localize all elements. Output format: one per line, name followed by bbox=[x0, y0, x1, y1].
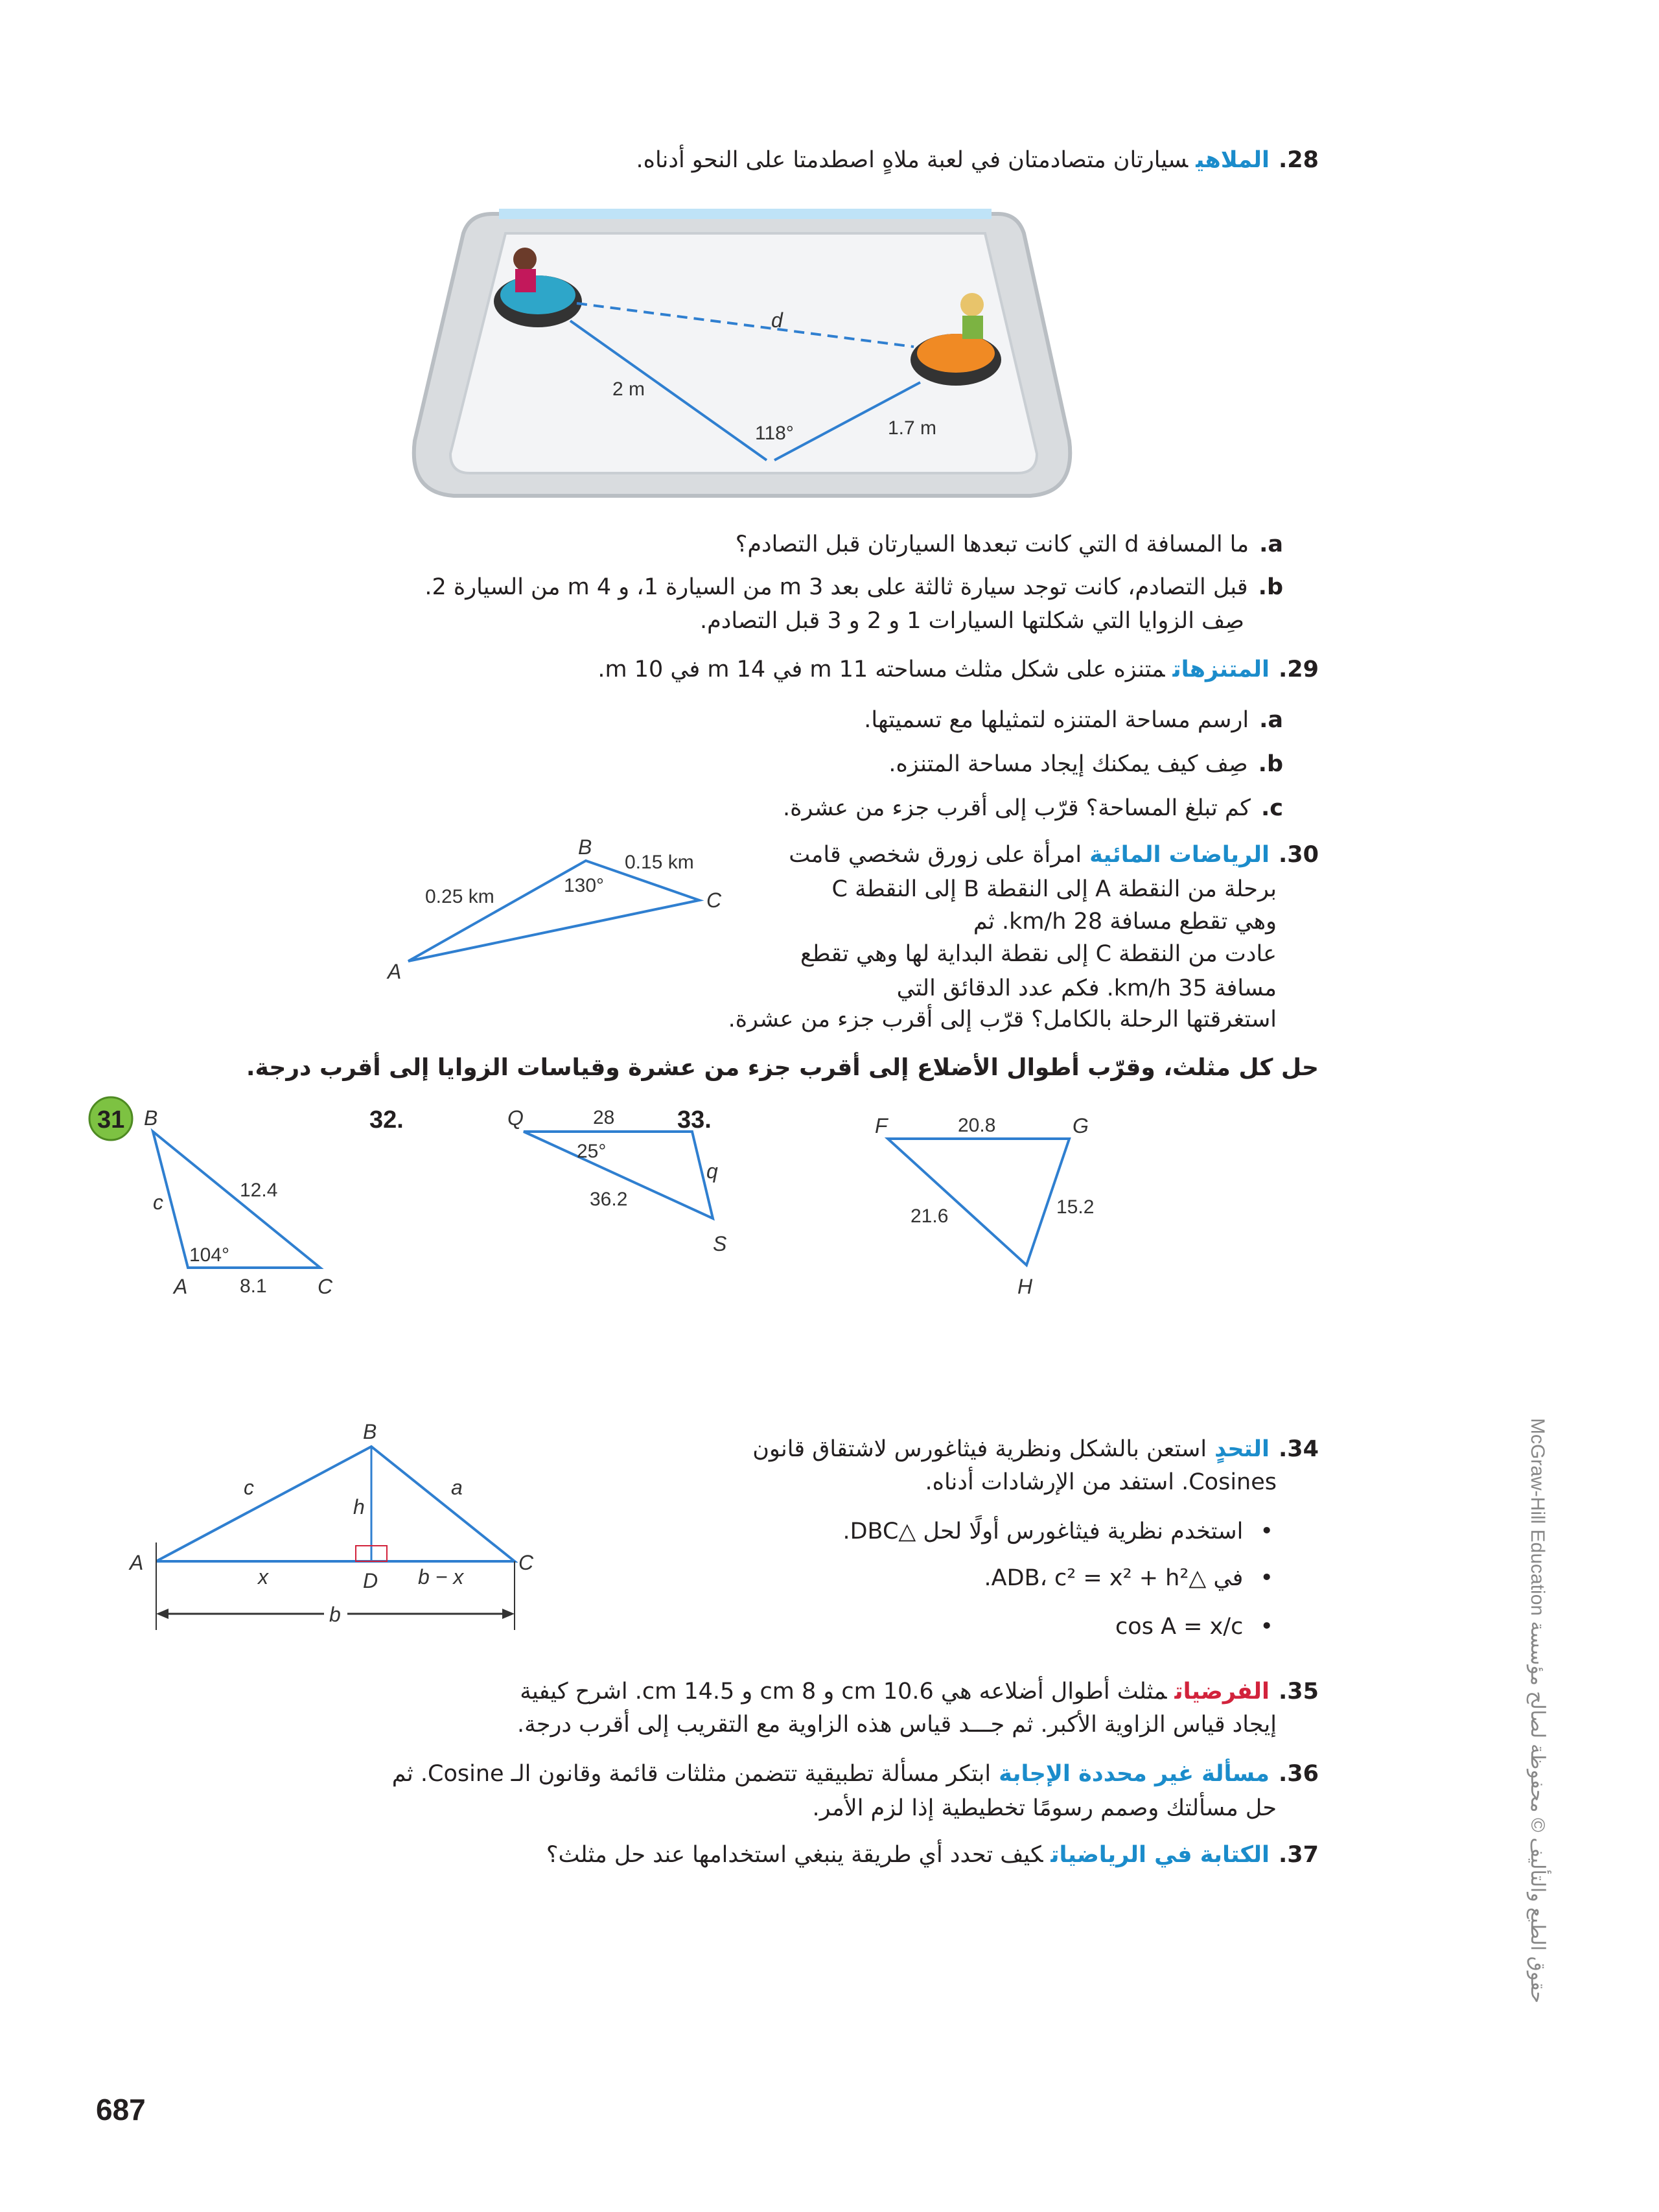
problem-31-figure bbox=[89, 1097, 333, 1298]
side-FH: 21.6 bbox=[911, 1205, 949, 1227]
angle-B: 130° bbox=[564, 875, 605, 896]
problem-28b-line2: صِف الزوايا التي شكلتها السيارات 1 و 2 و 3 قبل التصادم. bbox=[699, 608, 1244, 634]
problem-29c: c.كم تبلغ المساحة؟ قرّب إلى أقرب جزء من عشرة. bbox=[783, 795, 1283, 821]
label-d: d bbox=[771, 309, 783, 332]
angle-Q: 25° bbox=[577, 1141, 607, 1162]
side-QS: 36.2 bbox=[590, 1189, 628, 1210]
problem-30-line: برحلة من النقطة A إلى النقطة B إلى النقطة C bbox=[831, 876, 1277, 902]
label-b: b bbox=[329, 1603, 341, 1626]
problem-35-line2: إيجاد قياس الزاوية الأكبر. ثم جـــد قياس هذه الزاوية مع التقريب إلى أقرب درجة. bbox=[516, 1712, 1277, 1738]
hint-bullet: •cos A = x/c bbox=[1115, 1614, 1273, 1640]
vertex-Q: Q bbox=[507, 1106, 524, 1130]
label-1-7m: 1.7 m bbox=[888, 417, 937, 439]
segment-b-minus-x: b − x bbox=[418, 1565, 464, 1589]
vertex-G: G bbox=[1073, 1114, 1089, 1137]
problem-28a: a.ما المسافة d التي كانت تبعدها السيارتان قبل التصادم؟ bbox=[735, 531, 1283, 557]
problem-34-heading: 34.التحدٍاستعن بالشكل ونظرية فيثاغورس لاشتقاق قانون bbox=[752, 1436, 1319, 1462]
problem-34-figure bbox=[128, 1420, 534, 1630]
hint-bullet: •استخدم نظرية فيثاغورس أولًا لحل △DBC. bbox=[842, 1519, 1273, 1544]
problem-30-line: وهي تقطع مسافة 28 km/h. ثم bbox=[973, 909, 1277, 935]
side-c: c bbox=[153, 1191, 163, 1214]
problem-29a: a.ارسم مساحة المتنزه لتمثيلها مع تسميتها. bbox=[864, 707, 1283, 733]
page-number: 687 bbox=[96, 2093, 146, 2126]
vertex-A: A bbox=[174, 1275, 188, 1298]
vertex-A: A bbox=[130, 1551, 144, 1574]
vertex-F: F bbox=[875, 1114, 888, 1137]
hint-bullet: •في △ADB، c² = x² + h². bbox=[984, 1565, 1273, 1591]
problem-36-line2: حل مسألتك وصمم رسومًا تخطيطية إذا لزم الأمر. bbox=[812, 1795, 1277, 1821]
side-top: 28 bbox=[593, 1107, 615, 1128]
problem-37-heading: 37.الكتابة في الرياضياتكيف تحدد أي طريقة ينبغي استخدامها عند حل مثلث؟ bbox=[546, 1842, 1319, 1868]
angle-A: 104° bbox=[189, 1244, 230, 1266]
vertex-B: B bbox=[144, 1106, 158, 1130]
side-AC: 8.1 bbox=[240, 1275, 267, 1297]
side-FG: 20.8 bbox=[958, 1115, 996, 1136]
problem-28b: b.قبل التصادم، كانت توجد سيارة ثالثة على بعد 3 m من السيارة 1، و 4 m من السيارة 2. bbox=[424, 574, 1283, 600]
boat-trip-triangle bbox=[386, 835, 722, 983]
problem-36-heading: 36.مسألة غير محددة الإجابةابتكر مسألة تطبيقية تتضمن مثلثات قائمة وقانون الـ Cosine. ثم bbox=[391, 1761, 1319, 1787]
problem-30-line: استغرقتها الرحلة بالكامل؟ قرّب إلى أقرب جزء من عشرة. bbox=[728, 1007, 1277, 1032]
vertex-C: C bbox=[318, 1275, 333, 1298]
bumper-car-rink-figure bbox=[414, 214, 1071, 496]
side-BC: 12.4 bbox=[240, 1180, 278, 1201]
vertex-C: C bbox=[706, 889, 722, 912]
vertex-D: D bbox=[363, 1569, 378, 1592]
problem-32-number: 32. bbox=[369, 1106, 404, 1134]
problem-35-heading: 35.الفرضياتمثلث أطوال أضلاعه هي 10.6 cm و 8 cm و 14.5 cm. اشرح كيفية bbox=[520, 1679, 1319, 1705]
problem-32-figure bbox=[369, 1106, 726, 1255]
problem-30-line: عادت من النقطة C إلى نقطة البداية لها وهي تقطع bbox=[800, 941, 1277, 967]
side-GH: 15.2 bbox=[1056, 1196, 1095, 1218]
side-h: h bbox=[353, 1495, 365, 1519]
problem-30-heading: 30.الرياضات المائيةامرأة على زورق شخصي قامت bbox=[789, 842, 1319, 868]
vertex-B: B bbox=[578, 835, 592, 859]
problem-28-heading: 28.الملاهيسيارتان متصادمتان في لعبة ملاهٍ اصطدمتا على النحو أدناه. bbox=[636, 147, 1319, 173]
problem-33-figure bbox=[677, 1106, 1094, 1298]
side-q: q bbox=[706, 1159, 718, 1183]
section-instruction: حل كل مثلث، وقرّب أطوال الأضلاع إلى أقرب جزء من عشرة وقياسات الزوايا إلى أقرب درجة. bbox=[246, 1054, 1319, 1081]
problem-29-heading: 29.المتنزهاتمتنزه على شكل مثلث مساحته 11 m في 14 m في 10 m. bbox=[597, 657, 1319, 682]
vertex-H: H bbox=[1017, 1275, 1033, 1298]
side-a: a bbox=[451, 1476, 463, 1499]
keyword: الملاهي bbox=[1196, 147, 1270, 173]
side-BC: 0.15 km bbox=[625, 852, 694, 873]
problem-30-line: مسافة 35 km/h. فكم عدد الدقائق التي bbox=[896, 975, 1277, 1001]
vertex-B: B bbox=[363, 1420, 377, 1443]
copyright-sidebar: McGraw-Hill Education حقوق الطبع والتأليف © محفوظة لصالح مؤسسة bbox=[1527, 1418, 1548, 2003]
segment-x: x bbox=[258, 1565, 268, 1589]
problem-33-number: 33. bbox=[677, 1106, 712, 1134]
side-AB: 0.25 km bbox=[425, 886, 494, 907]
vertex-C: C bbox=[518, 1551, 534, 1574]
label-2m: 2 m bbox=[612, 378, 645, 400]
label-118: 118° bbox=[755, 423, 794, 444]
problem-31-badge: 31 bbox=[97, 1106, 125, 1134]
vertex-S: S bbox=[713, 1232, 727, 1255]
problem-29b: b.صِف كيف يمكنك إيجاد مساحة المتنزه. bbox=[888, 751, 1283, 777]
problem-34-line2: Cosines. استفد من الإرشادات أدناه. bbox=[925, 1469, 1277, 1495]
side-c: c bbox=[244, 1476, 254, 1499]
vertex-A: A bbox=[388, 960, 402, 983]
